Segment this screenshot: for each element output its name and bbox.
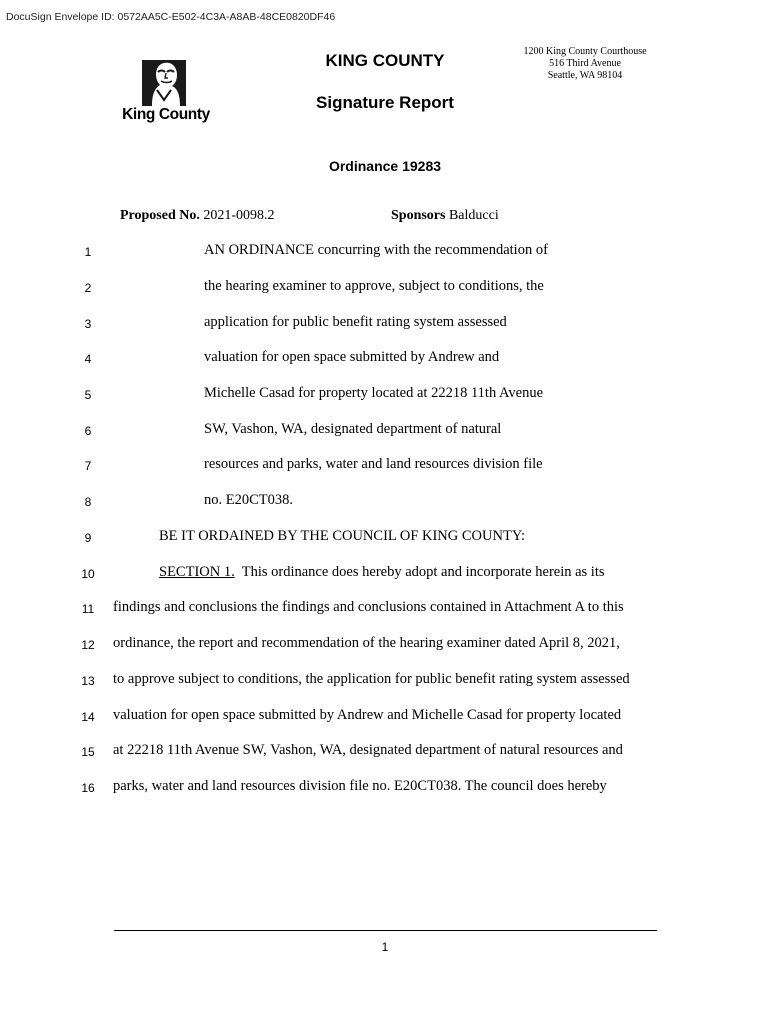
ordinance-title-line: valuation for open space submitted by Andrew and [204,349,500,365]
address-line-3: Seattle, WA 98104 [547,70,623,81]
proposed-number [120,208,275,224]
ordinance-title-line: application for public benefit rating system assessed [204,314,507,330]
ordinance-title-line: Michelle Casad for property located at 22218 11th Avenue [204,385,544,401]
line-number: 11 [81,602,95,616]
mlk-portrait-icon [142,60,186,106]
line-number: 7 [84,459,92,473]
line-number: 9 [84,531,92,545]
ordinance-title-line: no. E20CT038. [204,492,294,508]
section-1-line: parks, water and land resources division file no. E20CT038. The council does hereby [113,778,607,794]
ordinance-title-line: resources and parks, water and land resources division file [204,456,543,472]
report-title: Signature Report [316,93,454,112]
line-number: 10 [81,567,95,581]
section-1-line: valuation for open space submitted by Andrew and Michelle Casad for property located [113,707,622,723]
sponsors [391,208,499,224]
ordinance-title-line: the hearing examiner to approve, subject to conditions, the [204,278,544,294]
section-1-line: ordinance, the report and recommendation of the hearing examiner dated April 8, 2021, [113,635,620,651]
line-number: 3 [84,317,92,331]
sponsors-label: Sponsors [391,208,446,223]
section-label: SECTION 1. [159,564,235,580]
line-number: 14 [81,710,95,724]
section-text: This ordinance does hereby adopt and incorporate herein as its [241,564,605,580]
line-number: 2 [84,281,92,295]
enacting-clause: BE IT ORDAINED BY THE COUNCIL OF KING COUNTY: [159,528,525,544]
section-1-line: at 22218 11th Avenue SW, Vashon, WA, designated department of natural resources and [113,742,623,758]
line-number: 1 [84,245,92,259]
line-number: 12 [81,638,95,652]
section-1-line [159,564,605,581]
line-number: 15 [81,745,95,759]
ordinance-title-line: AN ORDINANCE concurring with the recommendation of [204,242,548,258]
courthouse-address [505,46,665,82]
county-title: KING COUNTY [325,51,445,70]
footer-divider [114,930,657,931]
proposed-label: Proposed No. [120,208,200,223]
ordinance-title: Ordinance 19283 [328,158,442,174]
line-number: 8 [84,495,92,509]
line-number: 16 [81,781,95,795]
address-line-1: 1200 King County Courthouse [523,46,647,57]
line-number: 13 [81,674,95,688]
section-1-line: findings and conclusions the findings and conclusions contained in Attachment A to this [113,599,624,615]
sponsors-value: Balducci [448,208,499,223]
page-number: 1 [381,940,389,954]
king-county-logo [118,58,214,128]
ordinance-title-line: SW, Vashon, WA, designated department of natural [204,421,502,437]
line-number: 4 [84,352,92,366]
logo-wordmark: King County [122,106,210,123]
section-1-line: to approve subject to conditions, the application for public benefit rating system assessed [113,671,630,687]
line-number: 6 [84,424,92,438]
proposed-value: 2021-0098.2 [203,208,275,223]
docusign-envelope-id: DocuSign Envelope ID: 0572AA5C-E502-4C3A-A8AB-48CE0820DF46 [6,11,336,23]
line-number: 5 [84,388,92,402]
address-line-2: 516 Third Avenue [549,58,621,69]
